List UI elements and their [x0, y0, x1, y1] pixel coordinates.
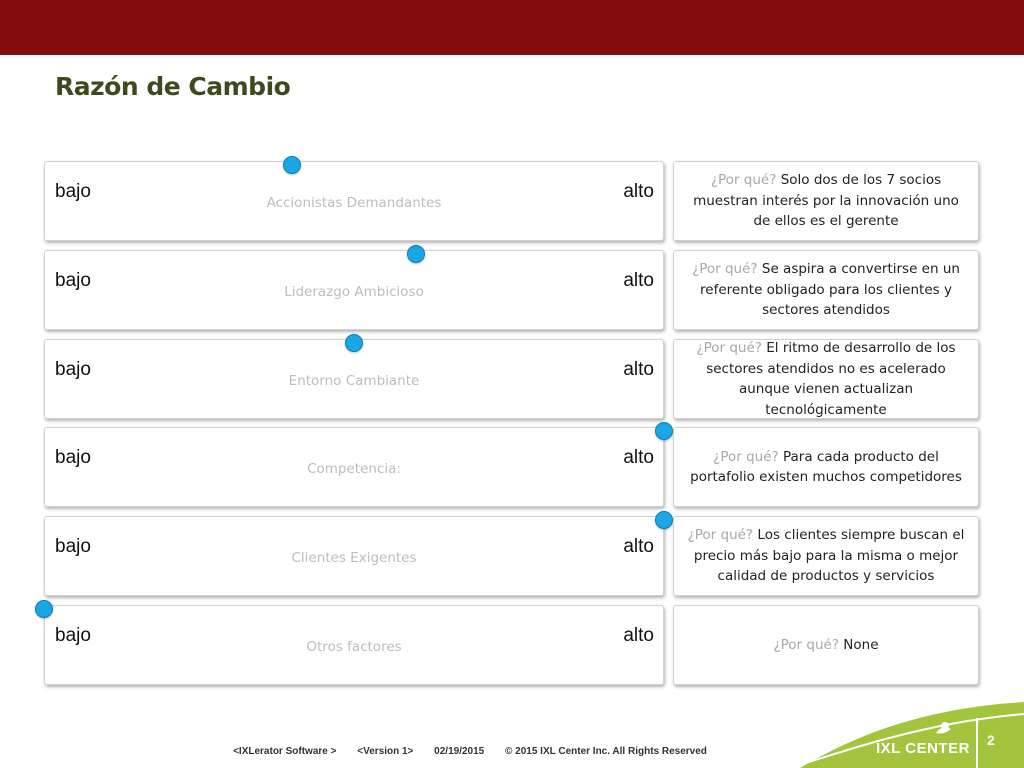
top-banner	[0, 0, 1024, 55]
footer-date: 02/19/2015	[434, 746, 485, 757]
factor-label: Accionistas Demandantes	[266, 195, 442, 211]
scale-row	[44, 605, 664, 685]
why-prefix: ¿Por qué?	[713, 448, 779, 465]
footer-copyright: © 2015 IXL Center Inc. All Rights Reserved	[505, 746, 707, 757]
why-prefix: ¿Por qué?	[773, 636, 839, 653]
why-prefix: ¿Por qué?	[687, 527, 754, 544]
why-text	[684, 525, 968, 587]
why-box	[673, 605, 979, 685]
why-prefix: ¿Por qué?	[696, 340, 762, 356]
scale-low-label: bajo	[55, 447, 91, 468]
slide-title: Razón de Cambio	[55, 72, 291, 101]
why-answer: Solo dos de los 7 socios muestran interés por la innovación uno de ellos es el gerente	[693, 172, 959, 230]
why-text	[773, 635, 878, 656]
scale-low-label: bajo	[55, 536, 91, 557]
factor-label: Clientes Exigentes	[291, 550, 417, 566]
scale-high-label: alto	[623, 270, 654, 291]
scale-high-label: alto	[623, 181, 654, 202]
footer-software: <IXLerator Software >	[233, 746, 337, 757]
why-text	[684, 338, 968, 420]
scale-row	[44, 161, 664, 241]
scale-row	[44, 516, 664, 596]
rating-marker[interactable]	[655, 422, 673, 440]
logo-divider	[976, 718, 978, 768]
why-answer: El ritmo de desarrollo de los sectores atendidos no es acelerado aunque vienen actualizan tecnológicamente	[706, 340, 956, 418]
why-prefix: ¿Por qué?	[710, 172, 777, 189]
logo-text: IXL CENTER	[876, 740, 970, 757]
why-box	[673, 516, 979, 596]
factor-label: Liderazgo Ambicioso	[284, 284, 424, 300]
scale-row	[44, 250, 664, 330]
scale-low-label: bajo	[55, 181, 91, 202]
scale-low-label: bajo	[55, 359, 91, 380]
rating-marker[interactable]	[345, 334, 363, 352]
factor-label: Competencia:	[307, 461, 401, 477]
why-text	[684, 447, 968, 488]
why-answer: Para cada producto del portafolio existen muchos competidores	[690, 448, 962, 485]
scale-high-label: alto	[623, 625, 654, 646]
rating-marker[interactable]	[35, 600, 53, 618]
why-box	[673, 339, 979, 419]
scale-high-label: alto	[623, 536, 654, 557]
why-box	[673, 161, 979, 241]
page-number: 2	[987, 732, 995, 748]
rating-marker[interactable]	[283, 156, 301, 174]
rating-marker[interactable]	[407, 245, 425, 263]
scale-high-label: alto	[623, 447, 654, 468]
why-text	[684, 170, 968, 232]
footer-version: <Version 1>	[357, 746, 414, 757]
factor-label: Otros factores	[306, 639, 402, 655]
why-box	[673, 427, 979, 507]
why-answer: None	[843, 636, 879, 653]
why-box	[673, 250, 979, 330]
scale-high-label: alto	[623, 359, 654, 380]
why-prefix: ¿Por qué?	[692, 261, 758, 278]
scale-low-label: bajo	[55, 625, 91, 646]
footer	[0, 746, 940, 757]
why-answer: Los clientes siempre buscan el precio más bajo para la misma o mejor calidad de productos y servicios	[693, 527, 965, 585]
factor-label: Entorno Cambiante	[288, 373, 420, 389]
why-text	[684, 259, 968, 321]
scale-low-label: bajo	[55, 270, 91, 291]
scale-row	[44, 427, 664, 507]
rating-marker[interactable]	[655, 511, 673, 529]
why-answer: Se aspira a convertirse en un referente obligado para los clientes y sectores atendidos	[700, 261, 960, 319]
